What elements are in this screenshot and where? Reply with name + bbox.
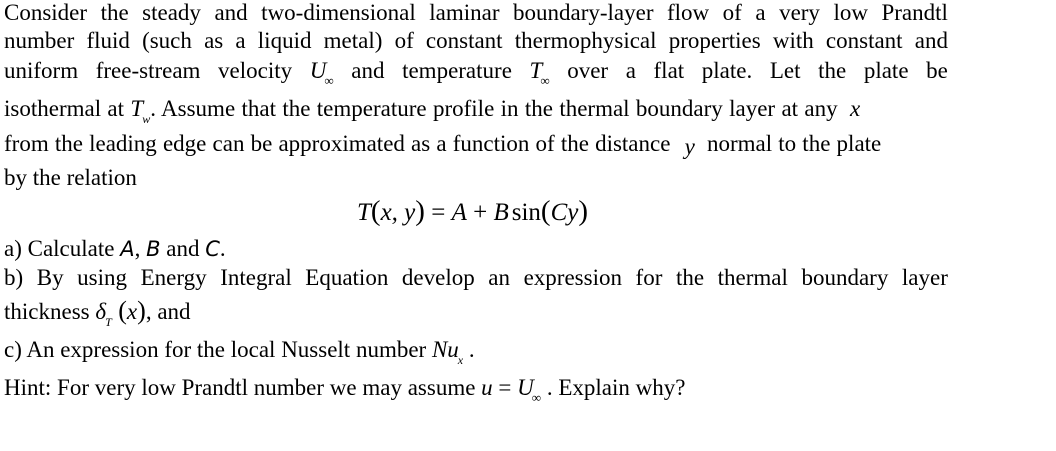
text-segment: . [219, 236, 226, 261]
paren: ) [137, 296, 146, 325]
symbol-x: x [849, 96, 861, 121]
text-segment: . [463, 337, 475, 362]
word: Energy [140, 265, 207, 290]
text-segment: from the leading edge can be approximated as a function of the distance [4, 131, 671, 156]
eq-equals: = [424, 199, 452, 226]
word: a [755, 0, 766, 25]
intro-line-4 [4, 96, 861, 126]
word: develop [401, 265, 475, 290]
eq-paren: ( [370, 195, 381, 227]
word: metal) [323, 28, 383, 53]
part-c [4, 337, 475, 367]
var-B: B [146, 237, 161, 261]
word: the [818, 58, 847, 83]
word: very [779, 0, 820, 25]
text-segment: a) Calculate [4, 236, 121, 261]
word: as [204, 28, 224, 53]
word: boundary [801, 265, 889, 290]
subscript-x: x [457, 353, 464, 367]
intro-line-6 [4, 165, 137, 191]
word: a [625, 58, 636, 83]
word: constant [825, 28, 903, 53]
word: of [394, 28, 414, 53]
intro-line-2 [4, 28, 948, 54]
word: two-dimensional [261, 0, 416, 25]
symbol-y: y [684, 134, 695, 159]
word: steady [142, 0, 201, 25]
eq-paren: ) [415, 195, 425, 227]
word: using [77, 265, 128, 290]
word: boundary-layer [513, 0, 654, 25]
word: over [567, 58, 609, 83]
eq-B: B [493, 199, 509, 226]
part-a [4, 236, 226, 262]
symbol-delta: δ [95, 299, 107, 324]
var-A: A [120, 237, 135, 261]
word: be [926, 58, 948, 83]
paren: ( [111, 296, 127, 325]
word: b) [4, 265, 24, 290]
symbol-T: T [130, 96, 144, 121]
symbol-U: U [517, 375, 534, 400]
word: and [914, 28, 948, 53]
word: Prandtl [881, 0, 948, 25]
word: laminar [429, 0, 500, 25]
text-segment: c) An expression for the local Nusselt number [4, 337, 432, 362]
word: fluid [86, 28, 130, 53]
word: temperature [402, 58, 512, 83]
word: layer [901, 265, 948, 290]
part-b-line-2 [4, 296, 191, 329]
subscript-infinity: ∞ [324, 73, 334, 88]
eq-Cy: Cy [550, 199, 579, 226]
word: Consider [4, 0, 88, 25]
word: flat [653, 58, 685, 83]
word: and [214, 0, 248, 25]
word: free-stream [95, 58, 201, 83]
text-segment: , and [145, 299, 191, 324]
symbol-x: x [126, 299, 138, 324]
word: constant [425, 28, 503, 53]
eq-paren: ( [540, 195, 551, 227]
subscript-infinity: ∞ [531, 390, 542, 405]
intro-line-1 [4, 0, 948, 26]
word: uniform [4, 58, 79, 83]
eq-sin: sin [511, 199, 541, 226]
text-segment: isothermal at [4, 96, 125, 121]
word: By [36, 265, 64, 290]
word: number [4, 28, 75, 53]
eq-T: T [357, 199, 371, 226]
word: an [488, 265, 511, 290]
text-segment: . Assume that the temperature profile in the thermal boundary layer at any [150, 96, 838, 121]
text-segment: . Explain why? [541, 375, 686, 400]
word: low [833, 0, 868, 25]
word: a [235, 28, 246, 53]
part-b-line-1 [4, 265, 948, 291]
eq-A: A [451, 199, 467, 226]
word: plate. [701, 58, 753, 83]
text-segment: and [160, 236, 206, 261]
subscript-infinity: ∞ [540, 73, 550, 88]
word: the [100, 0, 129, 25]
word: properties [668, 28, 761, 53]
wall-temperature-symbol [130, 96, 151, 126]
thermal-thickness-symbol [95, 299, 112, 329]
word: thermophysical [514, 28, 657, 53]
intro-line-5 [4, 131, 881, 157]
freestream-velocity-symbol [517, 375, 542, 405]
subscript-T: T [105, 315, 112, 329]
text-segment: Hint: For very low Prandtl number we may assume [4, 375, 482, 400]
eq-plus: + [466, 199, 494, 226]
nusselt-symbol [431, 337, 464, 367]
symbol-U: U [309, 58, 327, 83]
word: (such [142, 28, 192, 53]
word: velocity [218, 58, 293, 83]
word: liquid [257, 28, 312, 53]
subscript-w: w [142, 112, 151, 126]
freestream-velocity-symbol [309, 58, 334, 88]
text-segment: by the relation [4, 165, 137, 190]
eq-paren: ) [578, 195, 589, 227]
var-C: C [205, 237, 220, 261]
intro-line-3 [4, 58, 948, 88]
word: for [635, 265, 663, 290]
symbol-T: T [529, 58, 543, 83]
text-segment: , [134, 236, 147, 261]
word: and [351, 58, 385, 83]
word: flow [667, 0, 710, 25]
symbol-equals: = [492, 375, 518, 400]
word: Let [769, 58, 801, 83]
temperature-profile-equation [4, 195, 588, 228]
word: of [722, 0, 742, 25]
eq-args: x, y [380, 199, 416, 226]
word: plate [863, 58, 909, 83]
hint [4, 375, 686, 405]
word: Integral [220, 265, 292, 290]
text-segment: thickness [4, 299, 96, 324]
word: Equation [305, 265, 389, 290]
word: expression [523, 265, 622, 290]
symbol-u: u [481, 375, 493, 400]
symbol-Nu: Nu [431, 337, 459, 362]
word: thermal [717, 265, 788, 290]
word: with [772, 28, 814, 53]
freestream-temperature-symbol [529, 58, 550, 88]
word: the [675, 265, 705, 290]
text-segment: normal to the plate [706, 131, 882, 156]
